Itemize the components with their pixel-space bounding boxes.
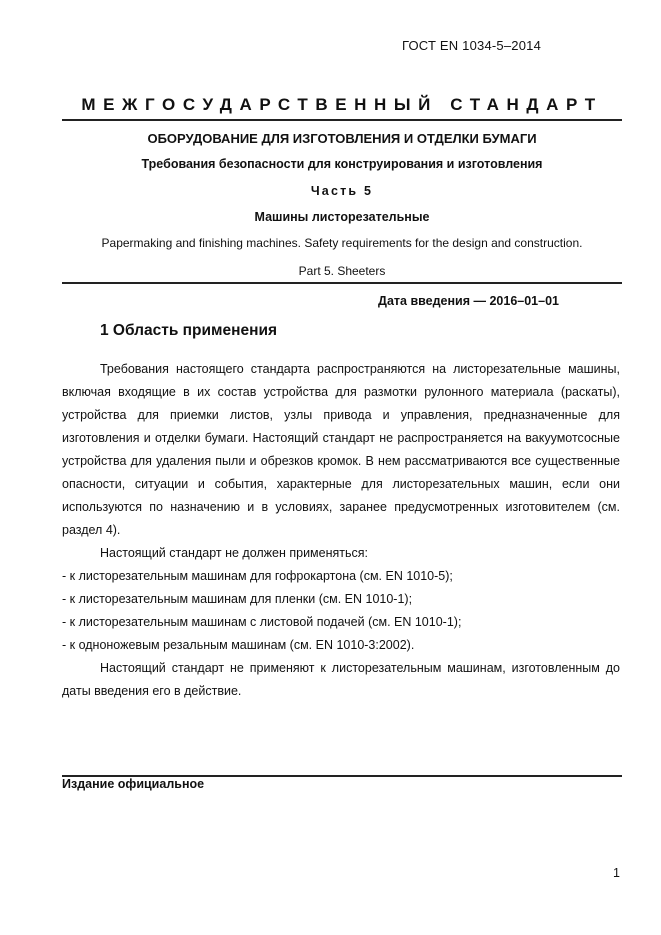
exclusion-item: - к листорезательным машинам для пленки (см. EN 1010-1); — [62, 592, 413, 606]
scope-paragraph: Требования настоящего стандарта распространяются на листорезательные машины, включая входящие в их состав устройства для размотки рулонного материала (раскаты), устройства для приемки листов, узлы привода и управления, предназначенные для изготовления и отделки бумаги. Настоящий стандарт не распространяется на вакуумотсосные устройства для удаления пыли и обрезков кромок. В нем рассматриваются все существенные опасности, ситуации и события, характерные для листорезательных машин, если они используются по назначению и в условиях, заранее предусмотренных изготовителем (см. раздел 4). — [62, 362, 620, 537]
standard-title: ОБОРУДОВАНИЕ ДЛЯ ИЗГОТОВЛЕНИЯ И ОТДЕЛКИ БУМАГИ — [147, 131, 537, 146]
section-body — [62, 358, 620, 703]
title-bottom-rule — [62, 282, 622, 284]
introduction-date: Дата введения — 2016–01–01 — [378, 294, 559, 308]
english-title: Papermaking and finishing machines. Safety requirements for the design and construction. — [101, 236, 583, 250]
standard-subtitle: Требования безопасности для конструирования и изготовления — [141, 157, 543, 171]
title-top-rule — [62, 119, 622, 121]
exclusion-item: - к листорезательным машинам с листовой подачей (см. EN 1010-1); — [62, 615, 462, 629]
english-part-title: Part 5. Sheeters — [298, 264, 386, 278]
exclusion-item: - к листорезательным машинам для гофрокартона (см. EN 1010-5); — [62, 569, 453, 583]
section-heading: 1 Область применения — [100, 322, 278, 339]
official-edition-label: Издание официальное — [62, 777, 205, 791]
exclusions-intro: Настоящий стандарт не должен применяться: — [100, 546, 368, 560]
part-title: Машины листорезательные — [254, 210, 430, 224]
applicability-paragraph: Настоящий стандарт не применяют к листорезательным машинам, изготовленным до даты введения его в действие. — [62, 661, 620, 698]
exclusion-item: - к одноножевым резальным машинам (см. EN 1010-3:2002). — [62, 638, 415, 652]
document-number: ГОСТ EN 1034-5–2014 — [401, 38, 541, 53]
main-title: МЕЖГОСУДАРСТВЕННЫЙ СТАНДАРТ — [81, 95, 603, 114]
part-label: Часть 5 — [310, 184, 374, 198]
page-number: 1 — [613, 866, 620, 880]
